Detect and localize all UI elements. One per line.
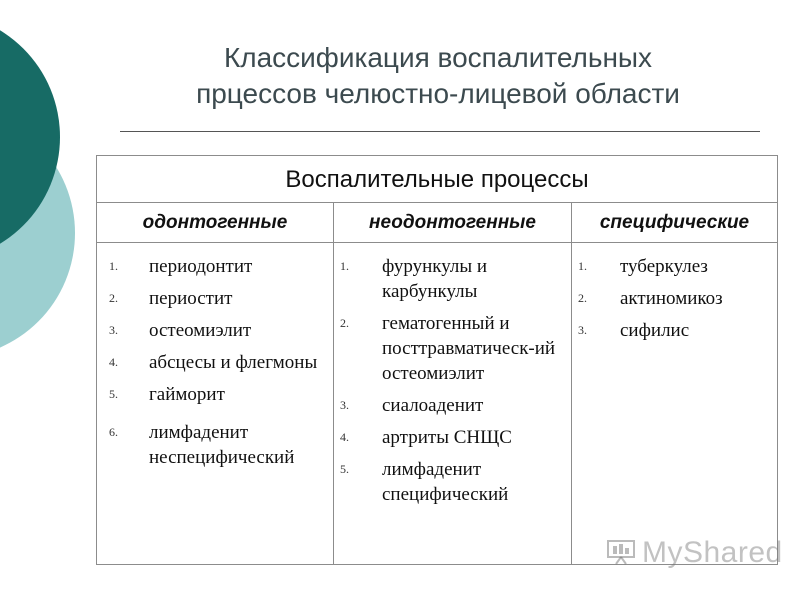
watermark-text: MyShared: [642, 536, 783, 569]
list-item-number: 1.: [340, 259, 349, 273]
list-item-text: туберкулез: [620, 256, 708, 277]
list-item-text: актиномикоз: [620, 288, 723, 309]
list-item: [97, 286, 333, 311]
list-item: [334, 457, 571, 507]
table-header: Воспалительные процессы: [97, 156, 777, 203]
list-item-number: 3.: [578, 323, 587, 337]
list-item-number: 6.: [109, 425, 118, 439]
list-item-text: лимфаденит специфический: [382, 459, 509, 505]
list-item: [97, 254, 333, 279]
list-item-number: 1.: [578, 259, 587, 273]
list-item-number: 2.: [340, 316, 349, 330]
presentation-screen-icon: [606, 539, 636, 565]
list-item-number: 4.: [109, 355, 118, 369]
list-item-text: периодонтит: [149, 256, 253, 277]
list-item-number: 3.: [109, 323, 118, 337]
list-item: [334, 425, 571, 450]
list-item-text: гайморит: [149, 384, 225, 405]
list-item-number: 5.: [340, 462, 349, 476]
classification-table: [96, 155, 778, 565]
specific-list: [572, 254, 777, 350]
list-item-text: остеомиэлит: [149, 320, 252, 341]
list-item: [97, 350, 333, 375]
list-item-number: 3.: [340, 398, 349, 412]
column-headers: [97, 203, 777, 243]
column-heading-odontogenic: одонтогенные: [142, 212, 288, 233]
non-odontogenic-list: [334, 254, 571, 514]
list-item-number: 4.: [340, 430, 349, 444]
list-item-text: лимфаденит неспецифический: [149, 422, 295, 468]
list-item-text: периостит: [149, 288, 233, 309]
column-heading-non-odontogenic: неодонтогенные: [369, 212, 536, 233]
column-heading-specific: специфические: [599, 212, 750, 233]
list-item: [334, 393, 571, 418]
list-item: [97, 382, 333, 407]
list-item: [572, 254, 777, 279]
odontogenic-list: [97, 254, 333, 477]
list-item-number: 2.: [578, 291, 587, 305]
list-item-text: гематогенный и посттравматическ-ий остеомиэлит: [382, 313, 556, 384]
list-item: [334, 311, 571, 386]
slide-title: [118, 40, 758, 112]
list-item: [572, 318, 777, 343]
list-item-number: 1.: [109, 259, 118, 273]
list-item-text: абсцесы и флегмоны: [149, 352, 318, 373]
slide-title-line-2: прцессов челюстно-лицевой области: [196, 78, 680, 109]
list-item-number: 2.: [109, 291, 118, 305]
list-item-text: артриты СНЩС: [382, 427, 512, 448]
list-item: [334, 254, 571, 304]
list-item: [97, 318, 333, 343]
myshared-watermark: [606, 535, 783, 575]
list-item: [572, 286, 777, 311]
slide-title-line-1: Классификация воспалительных: [223, 42, 653, 73]
list-item: [97, 420, 333, 470]
list-item-text: сиалоаденит: [382, 395, 484, 416]
list-item-text: сифилис: [620, 320, 690, 341]
list-item-number: 5.: [109, 387, 118, 401]
list-item-text: фурункулы и карбункулы: [382, 256, 488, 302]
title-divider: [120, 131, 760, 132]
